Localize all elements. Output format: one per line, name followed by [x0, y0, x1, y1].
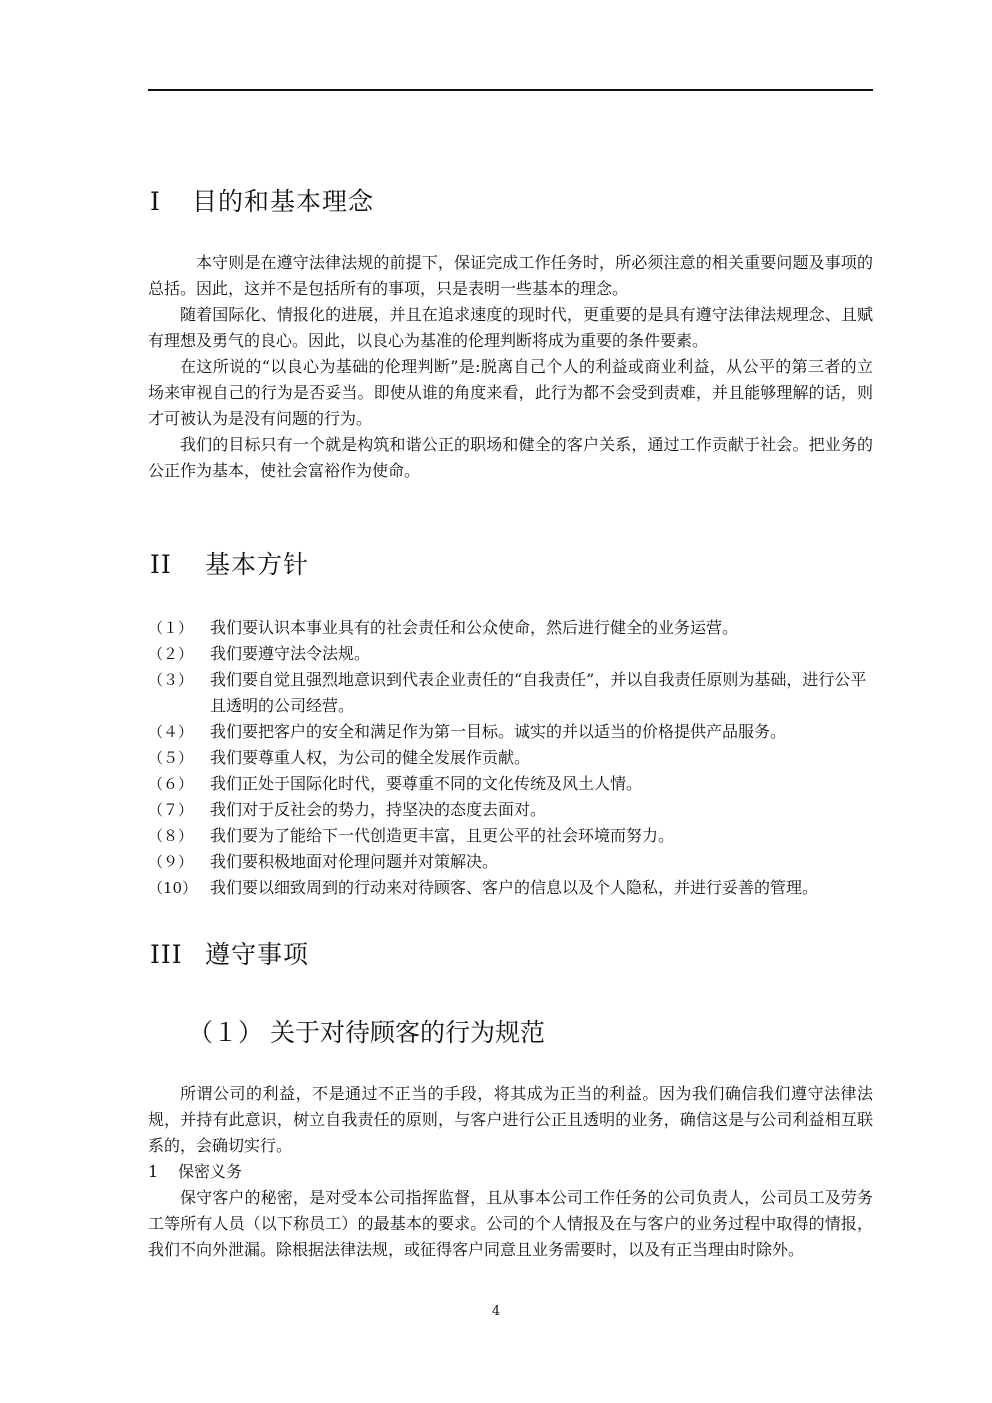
section1-heading	[150, 182, 374, 218]
policy-list	[148, 615, 878, 901]
list-item	[148, 797, 878, 823]
item-number: （９）	[148, 853, 194, 871]
section3-title: 遵守事项	[205, 940, 310, 969]
item-heading	[148, 1159, 242, 1185]
list-item	[148, 719, 878, 745]
section2-title: 基本方针	[205, 550, 310, 579]
item-number: （７）	[148, 801, 194, 819]
list-item	[148, 641, 878, 667]
section3-number: III	[150, 940, 183, 969]
item-number: （４）	[148, 723, 194, 741]
item-number: （２）	[148, 645, 194, 663]
item-number: （３）	[148, 671, 194, 689]
item-text: 我们要以细致周到的行动来对待顾客、客户的信息以及个人隐私，并进行妥善的管理。	[210, 878, 819, 897]
item-number: （１）	[148, 619, 194, 637]
header-rule	[148, 89, 873, 91]
paragraph: 随着国际化、情报化的进展，并且在追求速度的现时代，更重要的是具有遵守法律法规理念、且赋有理想及勇气的良心。因此，以良心为基准的伦理判断将成为重要的条件要素。	[148, 305, 873, 350]
list-item	[148, 823, 878, 849]
page-number: 4	[491, 1304, 501, 1319]
subsection-number: （１）	[188, 1018, 264, 1047]
item-text: 我们要遵守法令法规。	[210, 644, 371, 663]
item-text: 我们正处于国际化时代，要尊重不同的文化传统及风土人情。	[210, 774, 643, 793]
item-text: 我们要尊重人权，为公司的健全发展作贡献。	[210, 748, 531, 767]
paragraph: 本守则是在遵守法律法规的前提下，保证完成工作任务时，所必须注意的相关重要问题及事项的总括。因此，这并不是包括所有的事项，只是表明一些基本的理念。	[148, 253, 873, 298]
list-item	[148, 771, 878, 797]
list-item	[148, 875, 878, 901]
section3-heading	[150, 935, 309, 971]
list-item	[148, 745, 878, 771]
item-text: 我们要积极地面对伦理问题并对策解决。	[210, 852, 499, 871]
item-number: （８）	[148, 827, 194, 845]
confidentiality-body	[148, 1185, 873, 1263]
section3-intro	[148, 1081, 873, 1159]
item-text: 我们对于反社会的势力，持坚决的态度去面对。	[210, 800, 547, 819]
list-item	[148, 615, 878, 641]
paragraph: 在这所说的“以良心为基础的伦理判断”是:脱离自己个人的利益或商业利益，从公平的第三者的立场来审视自己的行为是否妥当。即使从谁的角度来看，此行为都不会受到责难，并且能够理解的话，则才可被认为是没有问题的行为。	[148, 357, 873, 428]
item-text: 我们要认识本事业具有的社会责任和公众使命，然后进行健全的业务运营。	[210, 618, 739, 637]
item-number: （６）	[148, 775, 194, 793]
section1-body	[148, 250, 873, 484]
item-number: （10）	[148, 879, 198, 897]
item-text: 我们要自觉且强烈地意识到代表企业责任的“自我责任”，并以自我责任原则为基础，进行公平且透明的公司经营。	[210, 670, 867, 715]
section2-number: II	[150, 550, 172, 579]
subsection-heading	[188, 1013, 545, 1049]
item-text: 我们要为了能给下一代创造更丰富，且更公平的社会环境而努力。	[210, 826, 675, 845]
paragraph: 我们的目标只有一个就是构筑和谐公正的职场和健全的客户关系，通过工作贡献于社会。把业务的公正作为基本，使社会富裕作为使命。	[148, 435, 873, 480]
section1-number: I	[150, 187, 161, 216]
paragraph: 所谓公司的利益，不是通过不正当的手段，将其成为正当的利益。因为我们确信我们遵守法律法规，并持有此意识，树立自我责任的原则，与客户进行公正且透明的业务，确信这是与公司利益相互联系的，会确切实行。	[148, 1084, 873, 1155]
paragraph: 保守客户的秘密，是对受本公司指挥监督，且从事本公司工作任务的公司负责人，公司员工及劳务工等所有人员（以下称员工）的最基本的要求。公司的个人情报及在与客户的业务过程中取得的情报，我们不向外泄漏。除根据法律法规，或征得客户同意且业务需要时，以及有正当理由时除外。	[148, 1188, 873, 1259]
subsection-title: 关于对待顾客的行为规范	[270, 1018, 546, 1047]
item-number: （５）	[148, 749, 194, 767]
list-item	[148, 849, 878, 875]
section2-heading	[150, 545, 309, 581]
section1-title: 目的和基本理念	[192, 187, 375, 216]
item-heading-number: 1	[148, 1162, 159, 1181]
list-item	[148, 667, 878, 719]
item-heading-title: 保密义务	[178, 1162, 243, 1181]
item-text: 我们要把客户的安全和满足作为第一目标。诚实的并以适当的价格提供产品服务。	[210, 722, 787, 741]
